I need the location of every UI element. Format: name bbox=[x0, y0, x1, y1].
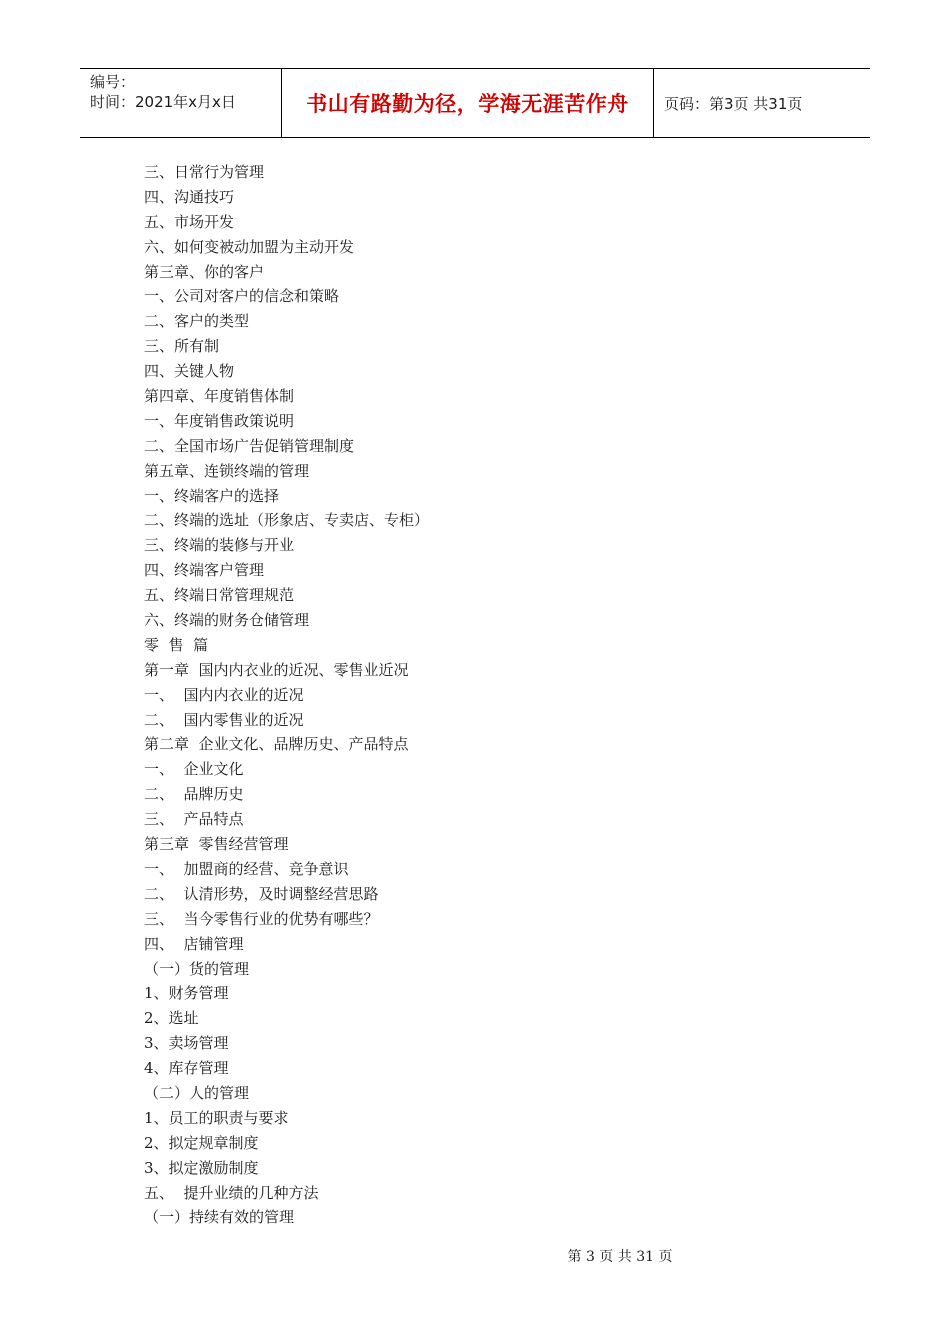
toc-line: 一、 加盟商的经营、竞争意识 bbox=[144, 859, 349, 878]
toc-line: 三、所有制 bbox=[144, 337, 220, 356]
toc-line: 二、 品牌历史 bbox=[144, 785, 244, 804]
toc-line: 六、如何变被动加盟为主动开发 bbox=[144, 237, 355, 256]
toc-line: 4、库存管理 bbox=[144, 1059, 229, 1078]
toc-line: 二、客户的类型 bbox=[144, 312, 250, 331]
toc-line: 1、员工的职责与要求 bbox=[144, 1108, 289, 1127]
toc-line: 2、选址 bbox=[144, 1009, 199, 1028]
page-header bbox=[80, 68, 870, 138]
toc-line: （二）人的管理 bbox=[144, 1083, 250, 1102]
toc-line: 四、沟通技巧 bbox=[144, 187, 235, 206]
page-footer bbox=[0, 1246, 950, 1266]
toc-line: 2、拟定规章制度 bbox=[144, 1133, 259, 1152]
toc-line: 一、公司对客户的信念和策略 bbox=[144, 287, 340, 306]
toc-line: 第五章、连锁终端的管理 bbox=[144, 461, 310, 480]
footer-page-number: 第 3 页 共 31 页 bbox=[567, 1249, 673, 1265]
header-meta bbox=[80, 69, 281, 137]
toc-line: 五、 提升业绩的几种方法 bbox=[144, 1183, 319, 1202]
toc-line: 四、 店铺管理 bbox=[144, 934, 244, 953]
toc-line: 第三章 零售经营管理 bbox=[144, 835, 289, 854]
toc-line: 一、 国内内衣业的近况 bbox=[144, 685, 304, 704]
toc-line: 第三章、你的客户 bbox=[144, 262, 265, 281]
toc-line: 一、年度销售政策说明 bbox=[144, 411, 295, 430]
toc-line: 零 售 篇 bbox=[144, 635, 209, 654]
toc-line: 3、卖场管理 bbox=[144, 1034, 229, 1053]
toc-line: 三、 当今零售行业的优势有哪些？ bbox=[144, 909, 379, 928]
toc-line: 五、市场开发 bbox=[144, 212, 235, 231]
toc-line: 三、 产品特点 bbox=[144, 810, 244, 829]
number-label: 编号： bbox=[90, 73, 136, 91]
toc-line: 二、全国市场广告促销管理制度 bbox=[144, 436, 355, 455]
toc-line: （一）持续有效的管理 bbox=[144, 1208, 295, 1227]
toc-line: 第二章 企业文化、品牌历史、产品特点 bbox=[144, 735, 409, 754]
toc-line: 四、终端客户管理 bbox=[144, 561, 265, 580]
toc-line: 二、 认清形势，及时调整经营思路 bbox=[144, 884, 379, 903]
toc-line: （一）货的管理 bbox=[144, 959, 250, 978]
toc-line: 第四章、年度销售体制 bbox=[144, 387, 295, 406]
table-of-contents bbox=[144, 160, 764, 1230]
header-page-info bbox=[654, 69, 870, 137]
toc-line: 三、日常行为管理 bbox=[144, 163, 265, 181]
toc-line: 第一章 国内内衣业的近况、零售业近况 bbox=[144, 660, 409, 679]
toc-line: 二、 国内零售业的近况 bbox=[144, 710, 304, 729]
page-info-text: 页码：第3页 共31页 bbox=[664, 94, 803, 113]
date-label: 时间：2021年x月x日 bbox=[90, 93, 236, 111]
toc-line: 二、终端的选址（形象店、专卖店、专柜） bbox=[144, 511, 430, 530]
toc-line: 五、终端日常管理规范 bbox=[144, 586, 295, 605]
toc-line: 3、拟定激励制度 bbox=[144, 1158, 259, 1177]
toc-line: 1、财务管理 bbox=[144, 984, 229, 1003]
toc-line: 四、关键人物 bbox=[144, 362, 235, 381]
toc-line: 一、 企业文化 bbox=[144, 760, 244, 779]
header-motto-cell bbox=[281, 69, 654, 137]
toc-line: 一、终端客户的选择 bbox=[144, 486, 280, 505]
toc-line: 三、终端的装修与开业 bbox=[144, 536, 295, 555]
toc-line: 六、终端的财务仓储管理 bbox=[144, 611, 310, 630]
motto-text: 书山有路勤为径，学海无涯苦作舟 bbox=[306, 92, 629, 116]
